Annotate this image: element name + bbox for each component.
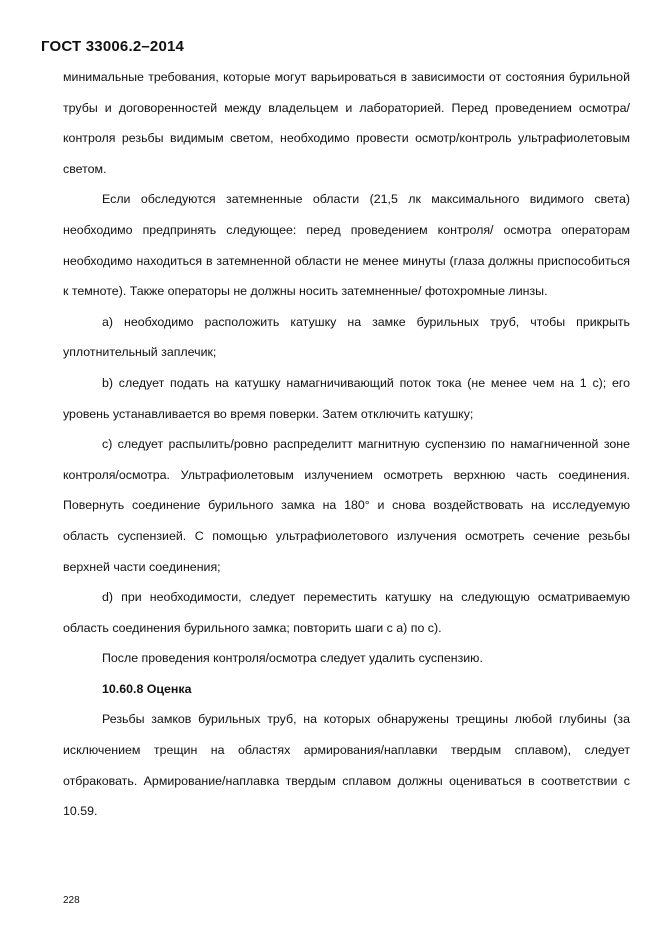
document-header-title: ГОСТ 33006.2–2014 <box>41 38 185 55</box>
page-number: 228 <box>63 895 80 906</box>
list-item-d: d) при необходимости, следует переместить катушку на следующую осматриваемую область соединения бурильного замка; повторить шаги с a) по c). <box>63 590 630 635</box>
list-item-b: b) следует подать на катушку намагничивающий поток тока (не менее чем на 1 с); его уровень устанавливается во время поверки. Затем отключить катушку; <box>63 375 630 421</box>
paragraph-evaluation: Резьбы замков бурильных труб, на которых обнаружены трещины любой глубины (за исключением трещин на областях армирования/наплавки твердым сплавом), следует отбраковать. Армирование/наплавка твердым сплавом должны оцениваться в соответствии с 10.59. <box>63 712 630 819</box>
paragraph-continuation: минимальные требования, которые могут варьироваться в зависимости от состояния бурильной трубы и договоренностей между владельцем и лабораторией. Перед проведением осмотра/контроля резьбы видимым светом, необходимо провести осмотр/контроль ультрафиолетовым светом. <box>63 70 630 176</box>
paragraph-remove-suspension: После проведения контроля/осмотра следует удалить суспензию. <box>102 651 483 666</box>
document-body <box>63 62 630 827</box>
paragraph-darkened-areas: Если обследуются затемненные области (21,5 лк максимального видимого света) необходимо предпринять следующее: перед проведением контроля/ осмотра операторам необходимо находиться в затемненной области не менее минуты (глаза должны приспособиться к темноте). Также операторы не должны носить затемненные/ фотохромные линзы. <box>63 192 630 299</box>
section-heading-evaluation: 10.60.8 Оценка <box>102 681 192 696</box>
list-item-c: c) следует распылить/ровно распределитт магнитную суспензию по намагниченной зоне контроля/осмотра. Ультрафиолетовым излучением осмотреть верхнюю часть соединения. Повернуть соединение бурильного замка на 180° и снова воздействовать на исследуемую область суспензией. С помощью ультрафиолетового излучения осмотреть сечение резьбы верхней части соединения; <box>63 437 630 574</box>
list-item-a: a) необходимо расположить катушку на замке бурильных труб, чтобы прикрыть уплотнительный заплечик; <box>63 314 630 360</box>
